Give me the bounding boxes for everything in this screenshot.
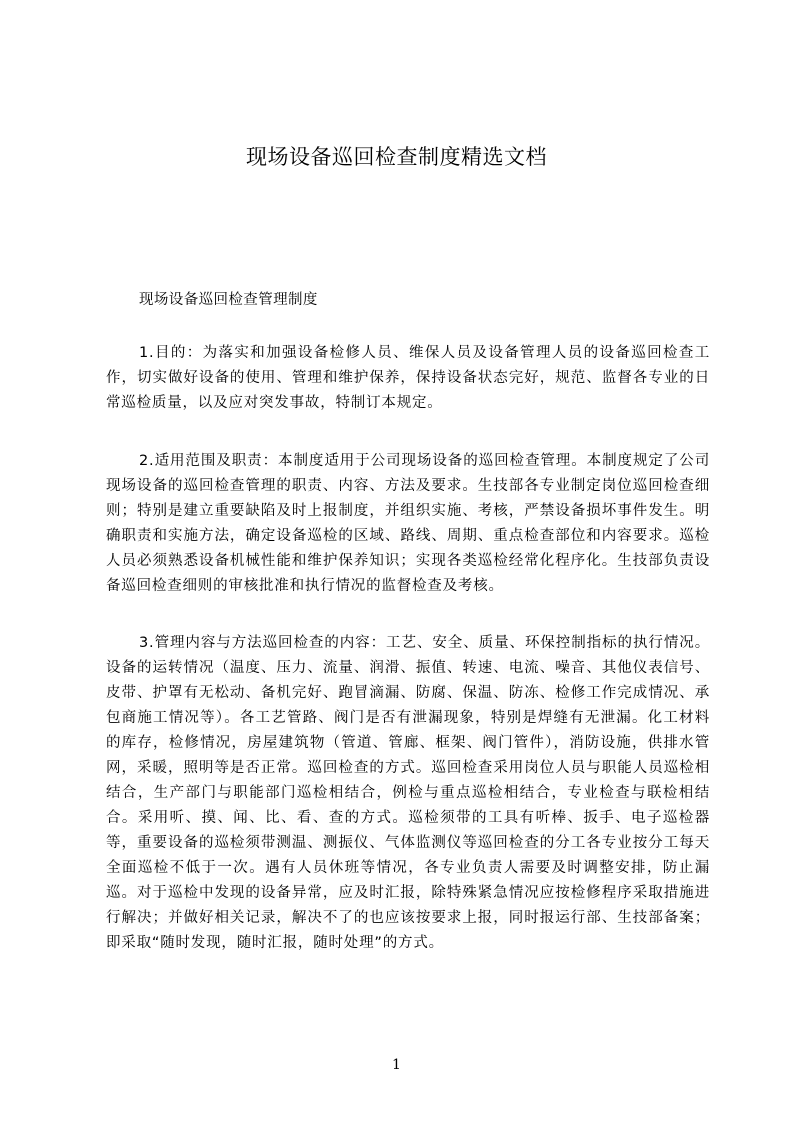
paragraph-purpose: 1.目的：为落实和加强设备检修人员、维保人员及设备管理人员的设备巡回检查工作，切实做好设备的使用、管理和维护保养，保持设备状态完好，规范、监督各专业的日常巡检质量，以及应对突发事故，特制订本规定。 [106,345,710,411]
paragraph-content-methods: 3.管理内容与方法巡回检查的内容：工艺、安全、质量、环保控制指标的执行情况。设备的运转情况（温度、压力、流量、润滑、振值、转速、电流、噪音、其他仪表信号、皮带、护罩有无松动、备机完好、跑冒滴漏、防腐、保温、防冻、检修工作完成情况、承包商施工情况等）。各工艺管路、阀门是否有泄漏现象，特别是焊缝有无泄漏。化工材料的库存，检修情况，房屋建筑物（管道、管廊、框架、阀门管件），消防设施，供排水管网，采暖，照明等是否正常。巡回检查的方式。巡回检查采用岗位人员与职能人员巡检相结合，生产部门与职能部门巡检相结合，例检与重点巡检相结合，专业检查与联检相结合。采用听、摸、闻、比、看、查的方式。巡检须带的工具有听棒、扳手、电子巡检器等，重要设备的巡检须带测温、测振仪、气体监测仪等巡回检查的分工各专业按分工每天全面巡检不低于一次。遇有人员休班等情况，各专业负责人需要及时调整安排，防止漏巡。对于巡检中发现的设备异常，应及时汇报，除特殊紧急情况应按检修程序采取措施进行解决；并做好相关记录，解决不了的也应该按要求上报，同时报运行部、生技部备案；即采取“随时发现，随时汇报，随时处理”的方式。 [106,635,710,951]
page-number: 1 [392,1057,401,1073]
section-heading: 现场设备巡回检查管理制度 [139,292,318,308]
document-title: 现场设备巡回检查制度精选文档 [246,145,547,169]
paragraph-scope-duties: 2.适用范围及职责：本制度适用于公司现场设备的巡回检查管理。本制度规定了公司现场设备的巡回检查管理的职责、内容、方法及要求。生技部各专业制定岗位巡回检查细则；特别是建立重要缺陷及时上报制度，并组织实施、考核，严禁设备损坏事件发生。明确职责和实施方法，确定设备巡检的区域、路线、周期、重点检查部位和内容要求。巡检人员必须熟悉设备机械性能和维护保养知识；实现各类巡检经常化程序化。生技部负责设备巡回检查细则的审核批准和执行情况的监督检查及考核。 [106,453,710,594]
